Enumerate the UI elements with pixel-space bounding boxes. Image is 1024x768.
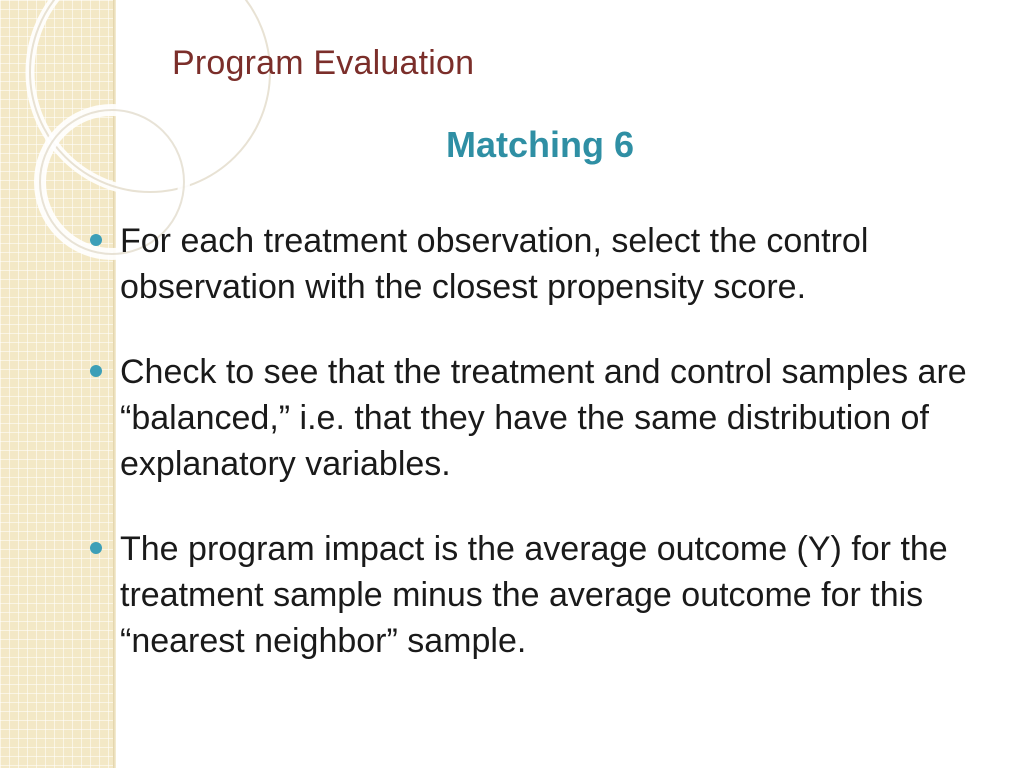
bullet-text: For each treatment observation, select the control observation with the closest propensity score. <box>120 222 869 306</box>
bullet-text: The program impact is the average outcome (Y) for the treatment sample minus the average outcome for this “nearest neighbor” sample. <box>120 530 948 660</box>
bullet-dot-icon <box>90 234 102 246</box>
bullet-item <box>88 349 978 487</box>
slide-title: Program Evaluation <box>172 44 475 82</box>
bullet-dot-icon <box>90 542 102 554</box>
bullet-item <box>88 526 978 664</box>
bullet-list <box>88 218 978 703</box>
bullet-dot-icon <box>90 365 102 377</box>
bullet-item <box>88 218 978 310</box>
bullet-text: Check to see that the treatment and control samples are “balanced,” i.e. that they have the same distribution of explanatory variables. <box>120 353 967 483</box>
slide-heading: Matching 6 <box>445 124 634 165</box>
